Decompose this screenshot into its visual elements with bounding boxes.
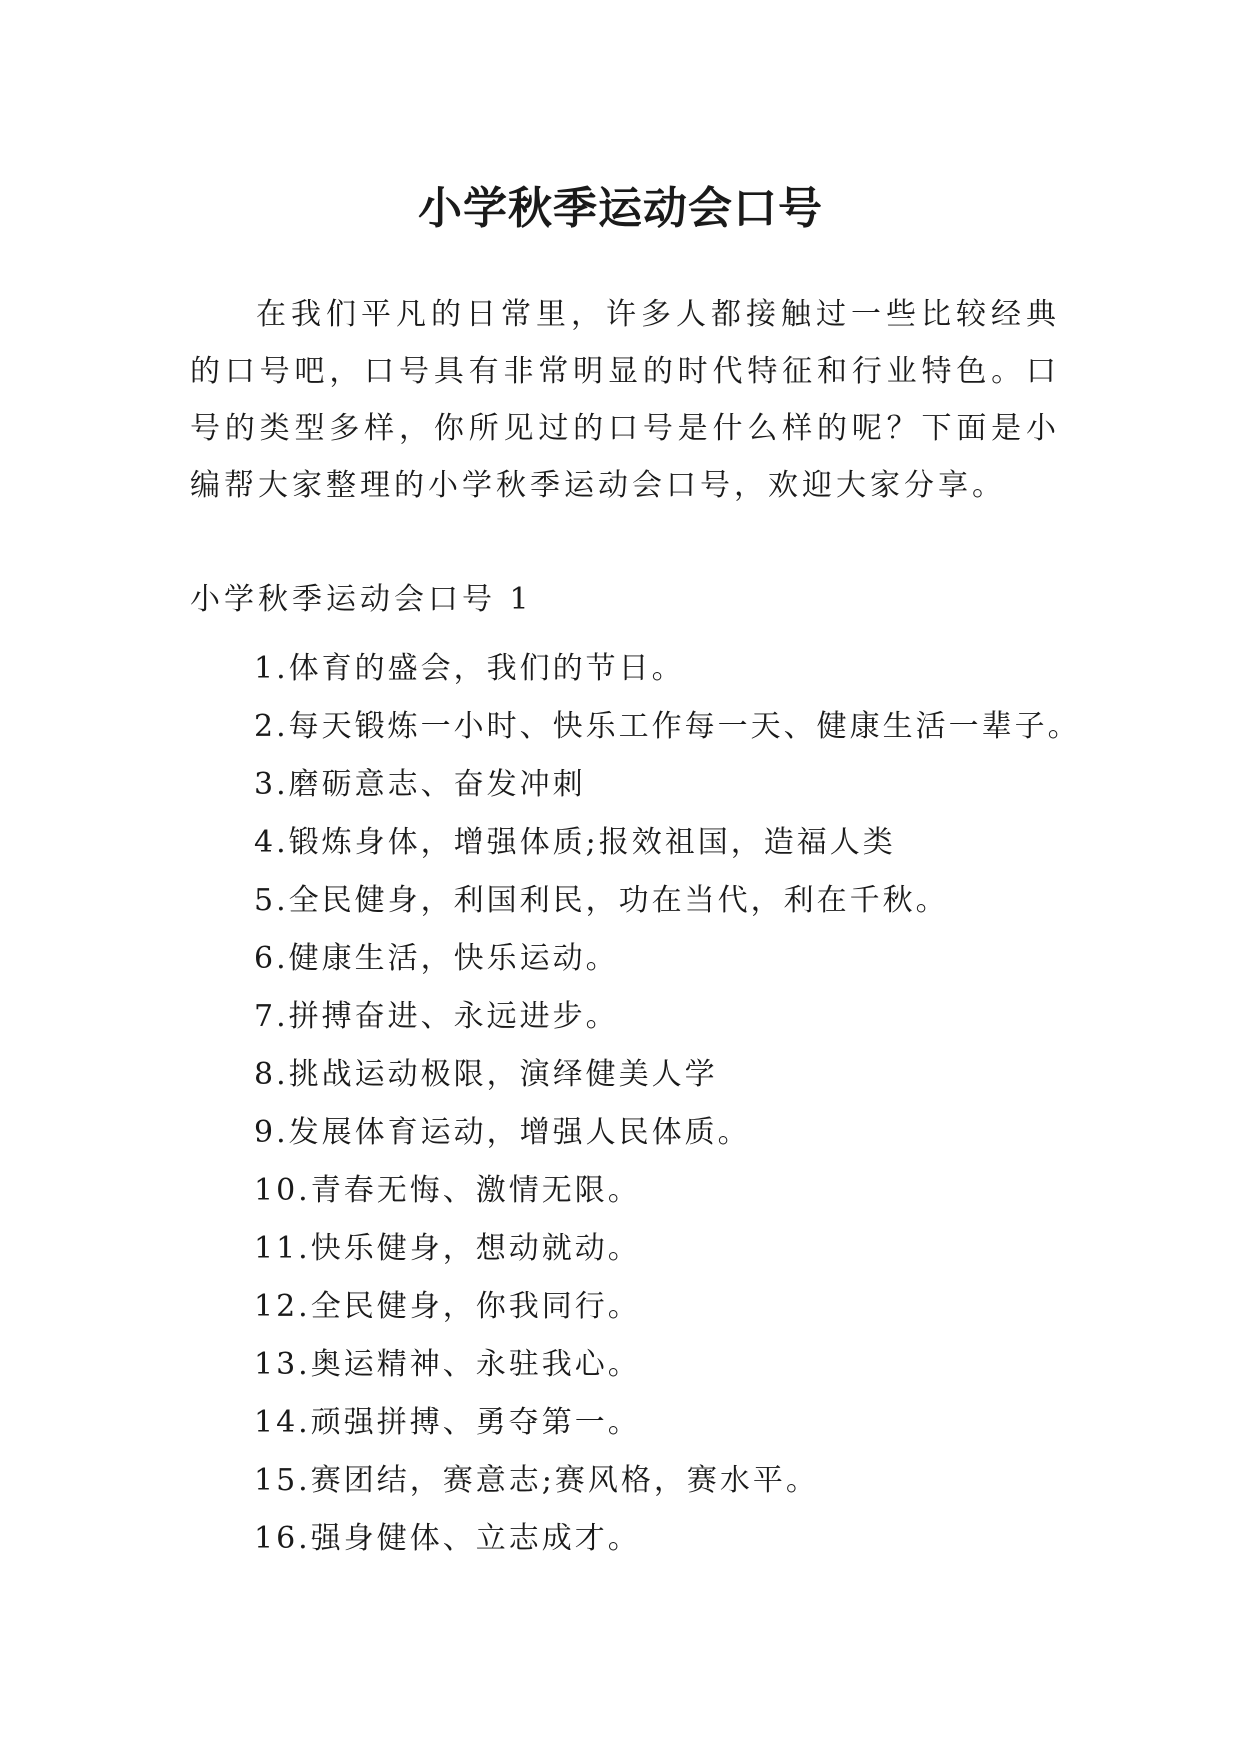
slogan-list (254, 640, 1084, 1568)
list-item: 10.青春无悔、激情无限。 (254, 1173, 641, 1208)
list-item: 6.健康生活，快乐运动。 (254, 941, 619, 976)
list-item: 15.赛团结，赛意志;赛风格，赛水平。 (254, 1463, 819, 1498)
list-item: 12.全民健身，你我同行。 (254, 1289, 641, 1324)
list-item: 14.顽强拼搏、勇夺第一。 (254, 1405, 641, 1440)
list-item: 7.拼搏奋进、永远进步。 (254, 999, 619, 1034)
list-item: 8.挑战运动极限，演绎健美人学 (254, 1057, 718, 1092)
list-item: 2.每天锻炼一小时、快乐工作每一天、健康生活一辈子。 (254, 709, 1081, 744)
list-item: 5.全民健身，利国利民，功在当代，利在千秋。 (254, 883, 949, 918)
page-title: 小学秋季运动会口号 (418, 183, 823, 235)
intro-paragraph: 在我们平凡的日常里，许多人都接触过一些比较经典的口号吧，口号具有非常明显的时代特征和行业特色。口号的类型多样，你所见过的口号是什么样的呢？下面是小编帮大家整理的小学秋季运动会口号，欢迎大家分享。 (190, 297, 1060, 503)
list-item: 11.快乐健身，想动就动。 (254, 1231, 641, 1266)
section-heading: 小学秋季运动会口号 1 (190, 582, 533, 617)
list-item: 9.发展体育运动，增强人民体质。 (254, 1115, 751, 1150)
list-item: 13.奥运精神、永驻我心。 (254, 1347, 641, 1382)
list-item: 4.锻炼身体，增强体质;报效祖国，造福人类 (254, 825, 896, 860)
list-item: 16.强身健体、立志成才。 (254, 1521, 641, 1556)
list-item: 1.体育的盛会，我们的节日。 (254, 651, 685, 686)
list-item: 3.磨砺意志、奋发冲刺 (254, 767, 586, 802)
